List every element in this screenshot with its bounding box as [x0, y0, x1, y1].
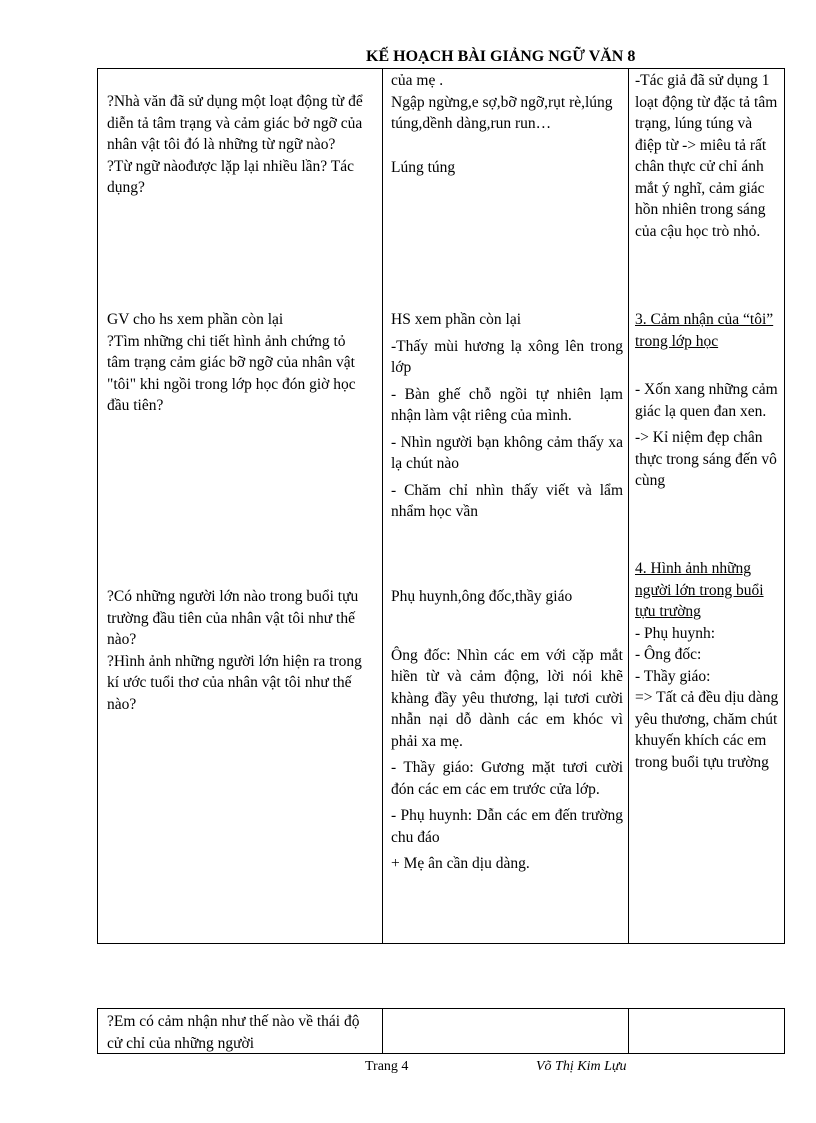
- section-heading: 3. Cảm nhận của “tôi” trong lớp học: [635, 311, 774, 350]
- row3-teacher-cell: [107, 586, 372, 715]
- teacher-question: ?Nhà văn đã sử dụng một loạt động từ để diễn tả tâm trạng và cảm giác bở ngỡ của nhân vật tôi đó là những từ ngữ nào?: [107, 93, 363, 153]
- column-divider: [382, 69, 383, 943]
- lesson-table: [97, 68, 785, 944]
- student-answer: - Phụ huynh: Dẫn các em đến trường chu đáo: [391, 807, 623, 846]
- student-answer: Ông đốc: Nhìn các em với cặp mắt hiền từ và cảm động, lời nói khẽ khàng đầy yêu thương, lại tươi cười nhẫn nại dỗ dành các em khóc vì phải xa mẹ.: [391, 646, 623, 750]
- author-name: Võ Thị Kim Lựu: [536, 1059, 627, 1074]
- student-answer: - Bàn ghế chỗ ngồi tự nhiên lạm nhận làm vật riêng của mình.: [391, 385, 623, 424]
- column-divider: [628, 1009, 629, 1053]
- content-text: - Thầy giáo:: [635, 667, 711, 685]
- student-answer: Phụ huynh,ông đốc,thầy giáo: [391, 588, 573, 605]
- section-heading: 4. Hình ảnh những người lớn trong buổi tựu trường: [635, 560, 764, 620]
- content-text: -Tác giả đã sử dụng 1 loạt động từ đặc tả tâm trạng, lúng túng và điệp từ -> miêu tả rất chân thực cử chỉ ánh mắt ý nghĩ, cảm giác hồn nhiên trong sáng của cậu học trò nhỏ.: [635, 72, 778, 240]
- student-answer: - Chăm chỉ nhìn thấy viết và lẩm nhẩm học vần: [391, 481, 623, 520]
- content-text: - Phụ huynh:: [635, 624, 716, 642]
- column-divider: [382, 1009, 383, 1053]
- teacher-instruction: GV cho hs xem phần còn lại: [107, 311, 284, 328]
- student-answer: của mẹ .: [391, 72, 444, 89]
- content-text: - Xốn xang những cảm giác lạ quen đan xen.: [635, 381, 778, 420]
- student-answer: Ngập ngừng,e sợ,bỡ ngỡ,rụt rè,lúng túng,dềnh dàng,run run…: [391, 93, 613, 132]
- teacher-question: ?Em có cảm nhận như thế nào về thái độ cử chỉ của những người: [107, 1013, 360, 1052]
- student-answer: + Mẹ ân cần dịu dàng.: [391, 855, 530, 872]
- row3-content-cell: [635, 558, 780, 773]
- teacher-question: ?Hình ảnh những người lớn hiện ra trong kí ước tuổi thơ của nhân vật tôi như thế nào?: [107, 652, 362, 713]
- row2-content-cell: [635, 309, 780, 492]
- row3-student-cell: [391, 586, 623, 875]
- row1-teacher-cell: [107, 91, 372, 199]
- page-header-title: KẾ HOẠCH BÀI GIẢNG NGỮ VĂN 8: [366, 48, 636, 65]
- row1-student-cell: [391, 70, 623, 178]
- teacher-question: ?Có những người lớn nào trong buổi tựu trường đầu tiên của nhân vật tôi như thế nào?: [107, 588, 359, 648]
- row1-content-cell: [635, 70, 780, 242]
- column-divider: [628, 69, 629, 943]
- student-answer: -Thấy mùi hương lạ xông lên trong lớp: [391, 337, 623, 376]
- lesson-table-continued: [97, 1008, 785, 1054]
- row2-student-cell: [391, 309, 623, 523]
- row4-teacher-cell: [107, 1011, 372, 1054]
- student-answer: - Nhìn người bạn không cảm thấy xa lạ chút nào: [391, 433, 623, 472]
- student-answer: Lúng túng: [391, 158, 456, 176]
- content-text: => Tất cả đều dịu dàng yêu thương, chăm chút khuyến khích các em trong buổi tựu trường: [635, 689, 779, 771]
- page-number: Trang 4: [365, 1059, 409, 1074]
- row2-teacher-cell: [107, 309, 372, 417]
- student-answer: - Thầy giáo: Gương mặt tươi cười đón các em các em trước cửa lớp.: [391, 759, 623, 798]
- content-text: - Ông đốc:: [635, 646, 702, 663]
- student-answer: HS xem phần còn lại: [391, 311, 522, 328]
- content-text: -> Kỉ niệm đẹp chân thực trong sáng đến vô cùng: [635, 429, 777, 489]
- teacher-question: ?Từ ngữ nàođược lặp lại nhiều lần? Tác dụng?: [107, 157, 355, 196]
- teacher-question: ?Tìm những chi tiết hình ảnh chứng tỏ tâm trạng cảm giác bỡ ngỡ của nhân vật "tôi" khi ngồi trong lớp học đón giờ học đầu tiên?: [107, 332, 356, 414]
